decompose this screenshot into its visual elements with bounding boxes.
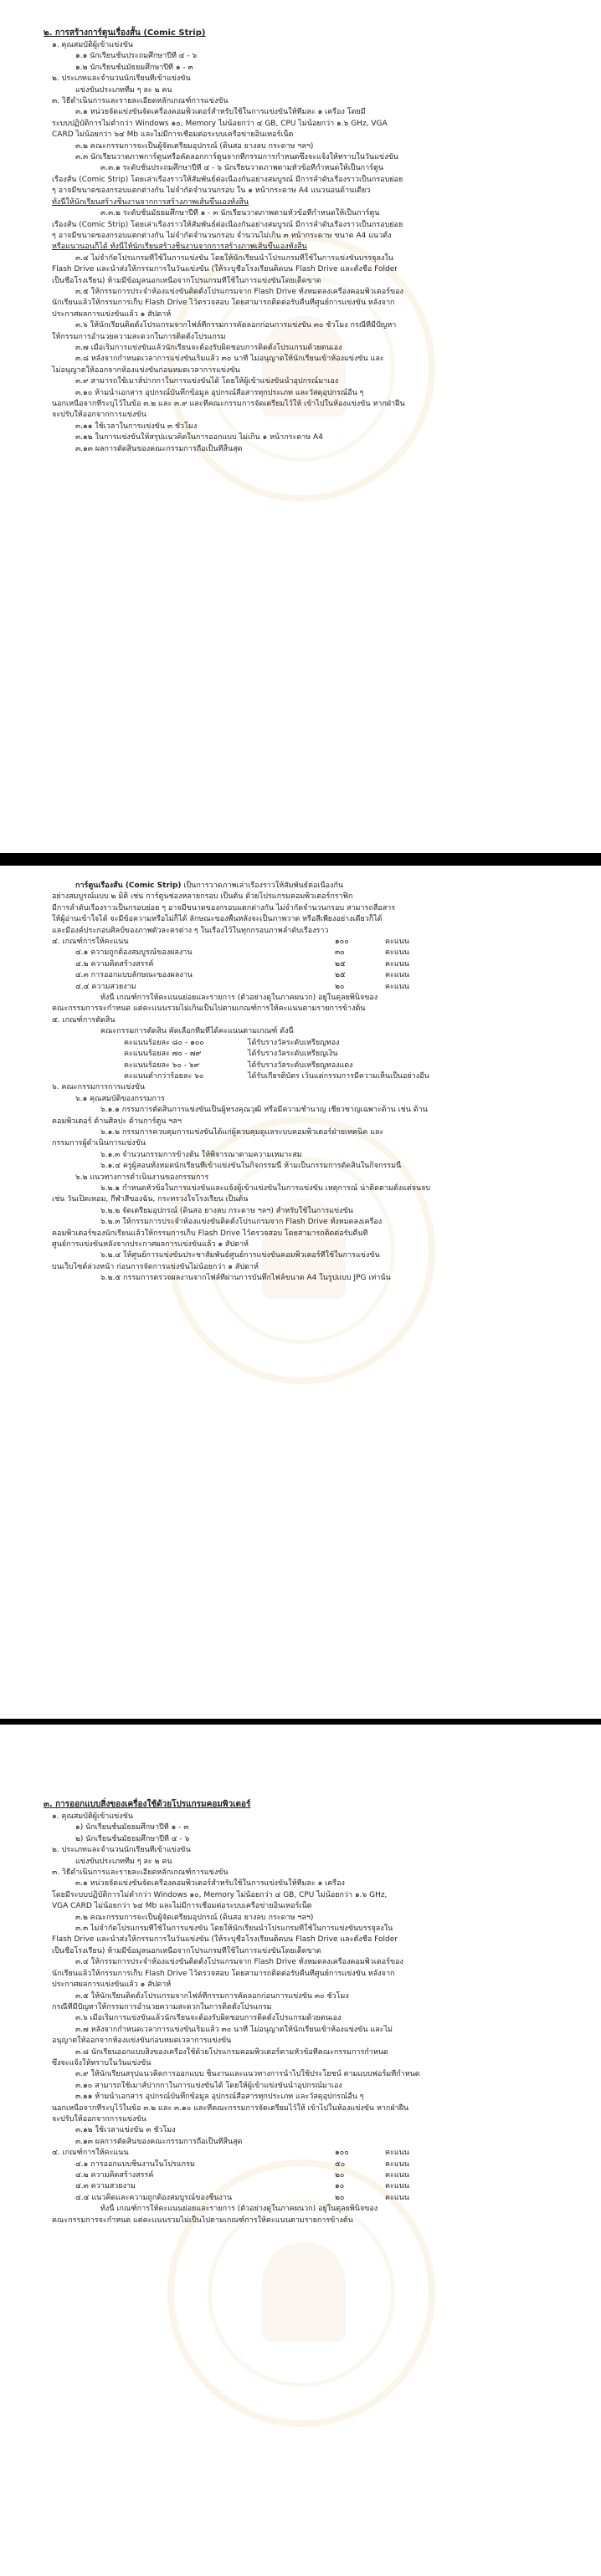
body-line: หรือแนวนอนก็ได้ ทั้งนี้ให้นักเรียนสร้างชิ้นงานจากการสร้างภาพเส้นขึ้นเองทั้งสิ้น <box>52 243 307 252</box>
body-line: ๖.๑.๓ จำนวนกรรมการข้างต้น ให้พิจารณาตามความเหมาะสม <box>100 1150 302 1159</box>
note-line: คณะกรรมการจะกำหนด แต่คะแนนรวมไม่เกินเป็นไปตามเกณฑ์การให้คะแนนตามรายการข้างต้น <box>52 1004 366 1014</box>
body-line: ๒. ประเภทและจำนวนนักเรียนที่เข้าแข่งขัน <box>52 1846 191 1855</box>
body-line: เรื่องสั้น (Comic Strip) โดยเล่าเรื่องราวให้สัมพันธ์ต่อเนื่องกันอย่างสมบูรณ์ มีการลำดับเรื่องราวเป็นกรอบย่อย <box>52 220 403 229</box>
body-line: ๓.๑๓ ผลการตัดสินของคณะกรรมการถือเป็นที่สิ้นสุด <box>75 2137 243 2146</box>
body-line: ๖.๑.๔ ครูผู้สอนทั้งหมดนักเรียนที่เข้าแข่งขันในกิจกรรมนี้ ห้ามเป็นกรรมการตัดสินในกิจกรรมนี้ <box>100 1162 402 1171</box>
body-line: เป็นชื่อโรงเรียน) ห้ามมีข้อมูลนอกเหนือจากโปรแกรมที่ใช้ในการแข่งขันโดยเด็ดขาด <box>52 1946 321 1955</box>
intro-line: และมีองค์ประกอบศิลป์ของภาพตัวละครต่าง ๆ ในเรื่องไว้ในทุกกรอบภาพลำดับเรื่องราว <box>52 926 329 935</box>
intro-line: ให้ผู้อ่านเข้าใจได้ จะมีข้อความหรือไม่ก็ได้ ลักษณะของพื้นหลังจะเป็นภาพวาด หรือสีเพียงอย่างเดียวก็ได้ <box>52 915 383 924</box>
body-line: ๓.๑๓ ผลการตัดสินของคณะกรรมการถือเป็นที่สิ้นสุด <box>75 444 243 453</box>
body-line: ๓.๖ เมื่อเริ่มการแข่งขันแล้วนักเรียนจะต้องรับผิดชอบการติดตั้งโปรแกรมด้วยตนเอง <box>75 2014 342 2023</box>
judge-intro: คณะกรรมการตัดสิน คัดเลือกทีมที่ได้คะแนนตามเกณฑ์ ดังนี้ <box>100 1027 294 1036</box>
note-line: ทั้งนี้ เกณฑ์การให้คะแนนย่อยและรายการ (ตัวอย่างดูในภาคผนวก) อยู่ในดุลยพินิจของ <box>100 994 378 1003</box>
note-line: คณะกรรมการจะกำหนด แต่คะแนนรวมไม่เป็นไปตามเกณฑ์การให้คะแนนตามรายการข้างต้น <box>52 2216 353 2225</box>
body-line: ๓.๓ ไม่จำกัดโปรแกรมที่ใช้ในการแข่งขัน โดยให้นักเรียนนำโปรแกรมที่ใช้ในการแข่งขันบรรจุลงใน <box>75 1924 393 1934</box>
section-title-product-design: ๓. การออกแบบสิ่งของเครื่องใช้ด้วยโปรแกรมคอมพิวเตอร์ <box>44 1800 251 1809</box>
criteria-heading: ๔. เกณฑ์การให้คะแนน ๑๐๐ คะแนน <box>52 2149 409 2158</box>
body-line: กรณีที่มีปัญหาให้กรรมการอำนวยความสะดวกในการติดตั้งโปรแกรม <box>52 2002 272 2011</box>
page1-body <box>0 40 601 455</box>
criteria-list <box>0 948 601 993</box>
body-line: จะปรับให้ออกจากการแข่งขัน <box>52 411 146 420</box>
document-page-1 <box>0 0 601 853</box>
body-line: ให้กรรมการอำนวยความสะดวกในการติดตั้งโปรแกรม <box>52 332 226 341</box>
criteria-item: ๔.๑ การออกแบบชิ้นงานในโปรแกรม ๕๐ คะแนน <box>75 2159 409 2169</box>
body-line: ๓.๙ ให้นักเรียนสรุปแนวคิดการออกแบบ ชิ้นงานและแนวทางการนำไปใช้ประโยชน์ ตามแบบฟอร์มที่กำหนด <box>75 2070 420 2079</box>
body-line: นักเรียนแล้วให้กรรมการเก็บ Flash Drive ไว้ตรวจสอบ โดยสามารถติดต่อรับคืนที่ศูนย์การแข่งขัน หลังจาก <box>52 299 395 308</box>
body-line: ๓.๒ คณะกรรมการจะเป็นผู้จัดเตรียมอุปกรณ์ (ดินสอ ยางลบ กระดาษ ฯลฯ) <box>75 141 314 151</box>
body-line: ไม่อนุญาตให้ออกจากห้องแข่งขันก่อนหมดเวลาการแข่งขัน <box>52 365 240 375</box>
body-line: ประกาศผลการแข่งขันแล้ว ๑ สัปดาห์ <box>52 309 172 319</box>
criteria-item: ๔.๔ แนวคิดและความถูกต้องสมบูรณ์ของชิ้นงาน ๒๐ คะแนน <box>75 2193 409 2202</box>
body-line: กรรมการผู้ดำเนินการแข่งขัน <box>52 1139 146 1148</box>
body-line: ๓.๑๑ ห้ามนำเอกสาร อุปกรณ์บันทึกข้อมูล อุปกรณ์สื่อสารทุกประเภท และวัสดุอุปกรณ์อื่น ๆ <box>75 2093 364 2102</box>
page2-body <box>0 881 601 1285</box>
body-line: ๓.๑ หน่วยจัดแข่งขันจัดเครื่องคอมพิวเตอร์สำหรับใช้ในการแข่งขันให้ทีมละ ๑ เครื่อง <box>75 1879 345 1889</box>
body-line: โดยมีระบบปฏิบัติการไม่ต่ำกว่า Windows ๑๐, Memory ไม่น้อยกว่า ๔ GB, CPU ไม่น้อยกว่า ๑.๖ GHz, <box>52 1890 388 1899</box>
body-line: ๖.๒.๓ ให้กรรมการประจำห้องแข่งขันติดตั้งโปรแกรมจาก Flash Drive ทั้งหมดลงเครื่อง <box>100 1218 383 1227</box>
body-line: ซึ่งจะแจ้งให้ทราบในวันแข่งขัน <box>52 2058 152 2067</box>
body-line: ๓.๑๑ ใช้เวลาในการแข่งขัน ๓ ชั่วโมง <box>75 422 198 431</box>
body-line: Flash Drive และนำส่งให้กรรมการในวันแข่งขัน (ให้ระบุชื่อโรงเรียนติดบน Flash Drive และตั้งชื่อ Folder <box>52 1935 398 1945</box>
body-line: นอกเหนือจากที่ระบุไว้ในข้อ ๓.๒ และ ๓.๑๐ และที่คณะกรรมการจัดเตรียมไว้ให้ เข้าไปในห้องแข่งขัน หากฝ่าฝืน <box>52 2103 409 2113</box>
criteria-note <box>0 2204 601 2226</box>
body-line: ๓.๔ ให้กรรมการประจำห้องแข่งขันติดตั้งโปรแกรมจาก Flash Drive ทั้งหมดลงเครื่องคอมพิวเตอร์ของ <box>75 1958 403 1967</box>
intro-line: อย่างสมบูรณ์แบบ ๒ มิติ เช่น การ์ตูนช่องหลายกรอบ เป็นต้น ด้วยโปรแกรมคอมพิวเตอร์กราฟิก <box>52 892 353 902</box>
body-line: ประกาศผลการแข่งขันแล้ว ๑ สัปดาห์ <box>52 1981 172 1990</box>
criteria-item: ๔.๒ ความคิดสร้างสรรค์ ๒๕ คะแนน <box>75 959 409 969</box>
body-line: คอมพิวเตอร์ ด้านศิลปะ ด้านการ์ตูน ฯลฯ <box>52 1117 182 1126</box>
body-line: ๓.๘ นักเรียนออกแบบสิ่งของเครื่องใช้ด้วยโปรแกรมคอมพิวเตอร์ตามหัวข้อที่คณะกรรมการกำหนด <box>75 2047 388 2057</box>
body-line: ๖.๒.๔ ให้ศูนย์การแข่งขันประชาสัมพันธ์ศูนย์การแข่งขันคอมพิวเตอร์ที่ใช้ในการแข่งขัน <box>100 1251 380 1260</box>
grade-row: คะแนนร้อยละ ๖๐ - ๖๙ ได้รับรางวัลระดับเหรียญทองแดง <box>124 1061 353 1070</box>
document-page-3 <box>0 1725 601 2576</box>
grade-row: คะแนนต่ำกว่าร้อยละ ๖๐ ได้รับเกียรติบัตร เว้นแต่กรรมการมีความเห็นเป็นอย่างอื่น <box>124 1071 429 1081</box>
body-line: VGA CARD ไม่น้อยกว่า ๖๔ Mb และไม่มีการเชื่อมต่อระบบเครือข่ายอินเทอร์เน็ต <box>52 1902 312 1911</box>
body-line: นอกเหนือจากที่ระบุไว้ในข้อ ๓.๒ และ ๓.๙ และที่คณะกรรมการจัดเตรียมไว้ให้ เข้าไปในห้องแข่งขัน หากฝ่าฝืน <box>52 400 405 408</box>
body-line: ๓.๕ ให้กรรมการประจำห้องแข่งขันติดตั้งโปรแกรมจาก Flash Drive ทั้งหมดลงเครื่องคอมพิวเตอร์ของ <box>75 287 403 296</box>
body-line: ๒. ประเภทและจำนวนนักเรียนที่เข้าแข่งขัน <box>52 74 191 84</box>
criteria-item: ๔.๓ การออกแบบลักษณะของผลงาน ๒๕ คะแนน <box>75 971 409 980</box>
body-line: ๓.๗ เมื่อเริ่มการแข่งขันแล้วนักเรียนจะต้องรับผิดชอบการติดตั้งโปรแกรมด้วยตนเอง <box>75 343 342 352</box>
body-line: ๑. คุณสมบัติผู้เข้าแข่งขัน <box>52 41 133 49</box>
intro-line: การ์ตูนเรื่องสั้น (Comic Strip) เป็นการวาดภาพเล่าเรื่องราวให้สัมพันธ์ต่อเนื่องกัน <box>75 882 344 890</box>
body-line: ๓.๓.๒ ระดับชั้นมัธยมศึกษาปีที่ ๑ - ๓ นักเรียนวาดภาพตามหัวข้อที่กำหนดให้เป็นการ์ตูน <box>100 209 380 218</box>
body-line: เรื่องสั้น (Comic Strip) โดยเล่าเรื่องราวให้สัมพันธ์ต่อเนื่องกันอย่างสมบูรณ์ มีการลำดับเรื่องราวเป็นกรอบย่อย <box>52 175 403 184</box>
body-line: ๓.๑๒ ในการแข่งขันให้สรุปแนวคิดในการออกแบบ ไม่เกิน ๑ หน้ากระดาษ A4 <box>75 433 323 442</box>
grade-list <box>0 1038 601 1083</box>
body-line: ๑) นักเรียนชั้นมัธยมศึกษาปีที่ ๑ - ๓ <box>75 1823 189 1832</box>
body-line: ๓.๑ หน่วยจัดแข่งขันจัดเครื่องคอมพิวเตอร์สำหรับใช้ในการแข่งขันให้ทีมละ ๑ เครื่อง โดยมี <box>75 108 366 117</box>
body-line: ๓.๔ ไม่จำกัดโปรแกรมที่ใช้ในการแข่งขัน โดยให้นักเรียนนำโปรแกรมที่ใช้ในการแข่งขันบรรจุลงใน <box>75 253 393 263</box>
body-line: ๖.๑.๑ กรรมการตัดสินการแข่งขันเป็นผู้ทรงคุณวุฒิ หรือมีความชำนาญ เชี่ยวชาญเฉพาะด้าน เช่น ด้าน <box>100 1106 428 1115</box>
body-line: ๓.๑๐ ห้ามนำเอกสาร อุปกรณ์บันทึกข้อมูล อุปกรณ์สื่อสารทุกประเภท และวัสดุอุปกรณ์อื่น ๆ <box>75 388 364 397</box>
body-line: ๑. คุณสมบัติผู้เข้าแข่งขัน <box>52 1812 133 1821</box>
criteria-item: ๔.๑ ความถูกต้องสมบูรณ์ของผลงาน ๓๐ คะแนน <box>75 948 409 958</box>
body-line: ทั้งนี้ให้นักเรียนสร้างชิ้นงานจากการสร้างภาพเส้นขึ้นเองทั้งสิ้น <box>52 197 249 207</box>
body-line: CARD ไม่น้อยกว่า ๖๔ Mb และไม่มีการเชื่อมต่อระบบเครือข่ายอินเทอร์เน็ต <box>52 130 294 140</box>
body-line: เช่น วันเปิดเทอม, กีฬาสีของฉัน, กระทรวงใจโรงเรียน เป็นต้น <box>52 1195 249 1204</box>
page2-intro <box>0 881 601 937</box>
criteria-item: ๔.๓ ความสวยงาม ๑๐ คะแนน <box>75 2182 409 2191</box>
intro-line: มีการลำดับเรื่องราวเป็นกรอบย่อย ๆ อาจมีขนาดของกรอบแตกต่างกัน ไม่จำกัดจำนวนกรอบ สามารถสื่อสาร <box>52 903 396 912</box>
body-line: จะปรับให้ออกจากการแข่งขัน <box>52 2114 146 2124</box>
section-title-comic-strip: ๒. การสร้างการ์ตูนเรื่องสั้น (Comic Strip) <box>44 28 206 38</box>
body-line: แข่งขันประเภททีม ๆ ละ ๒ คน <box>75 85 172 95</box>
body-line: ๓.๕ ให้นักเรียนติดตั้งโปรแกรมจากไฟล์ที่กรรมการคัดลอกก่อนการแข่งขัน ๓๐ ชั่วโมง <box>75 1991 349 2001</box>
grade-row: คะแนนร้อยละ ๘๐ - ๑๐๐ ได้รับรางวัลระดับเหรียญทอง <box>124 1038 340 1047</box>
body-line: ๖.๑.๒ กรรมการควบคุมการแข่งขันได้แก่ผู้ควบคุมดูแลระบบคอมพิวเตอร์ฝ่ายเทคนิค และ <box>100 1127 384 1137</box>
body-line: ๑.๒ นักเรียนชั้นมัธยมศึกษาปีที่ ๑ - ๓ <box>75 63 193 72</box>
body-line: แข่งขันประเภททีม ๆ ละ ๒ คน <box>75 1857 172 1866</box>
body-line: บนเว็บไซต์ล่วงหน้า ก่อนการจัดการแข่งขันไม่น้อยกว่า ๑ สัปดาห์ <box>52 1262 259 1271</box>
committee-section <box>0 1082 601 1284</box>
body-line: ๓. วิธีดำเนินการและรายละเอียดหลักเกณฑ์การแข่งขัน <box>52 97 229 106</box>
body-line: นักเรียนแล้วให้กรรมการเก็บ Flash Drive ไว้ตรวจสอบ โดยสามารถติดต่อรับคืนที่ศูนย์การแข่งขัน หลังจาก <box>52 1969 395 1978</box>
body-line: ๆ อาจมีขนาดของกรอบแตกต่างกัน ไม่จำกัดจำนวนกรอบ จำนวนไม่เกิน ๓ หน้ากระดาษ ขนาด A4 แนวตั้ง <box>52 231 392 240</box>
body-line: ๖.๒ แนวทางการดำเนินงานของกรรมการ <box>75 1173 209 1182</box>
body-line: ศูนย์การแข่งขันหลังจากประกาศผลการแข่งขันแล้ว ๑ สัปดาห์ <box>52 1240 249 1249</box>
body-line: ๑.๑ นักเรียนชั้นประถมศึกษาปีที่ ๔ - ๖ <box>75 52 198 61</box>
body-line: ๓.๘ หลังจากกำหนดเวลาการแข่งขันเริ่มแล้ว ๓๐ นาที ไม่อนุญาตให้นักเรียนเข้าห้องแข่งขัน และ <box>75 355 384 364</box>
criteria-item: ๔.๒ ความคิดสร้างสรรค์ ๒๐ คะแนน <box>75 2171 409 2180</box>
body-line: ๓.๙ สามารถใช้เมาส์ปากกาในการแข่งขันได้ โดยให้ผู้เข้าแข่งขันนำอุปกรณ์มาเอง <box>75 377 339 386</box>
body-line: ๖.๒.๒ จัดเตรียมอุปกรณ์ (ดินสอ ยางลบ กระดาษ ฯลฯ) สำหรับใช้ในการแข่งขัน <box>100 1206 353 1215</box>
page3-body <box>0 1812 601 2226</box>
body-line: ๖.๑ คุณสมบัติของกรรมการ <box>75 1094 165 1103</box>
body-line: ๓.๗ หลังจากกำหนดเวลาการแข่งขันเริ่มแล้ว ๓๐ นาที ไม่อนุญาตให้นักเรียนเข้าห้องแข่งขัน และไม่ <box>75 2025 393 2034</box>
body-line: คอมพิวเตอร์ของนักเรียนแล้วให้กรรมการเก็บ Flash Drive ไว้ตรวจสอบ โดยสามารถติดต่อรับคืนที่ <box>52 1229 368 1238</box>
body-line: ๓.๒ คณะกรรมการจะเป็นผู้จัดเตรียมอุปกรณ์ (ดินสอ ยางลบ กระดาษ ฯลฯ) <box>75 1913 314 1922</box>
body-line: ๖. คณะกรรมการการแข่งขัน <box>52 1083 146 1092</box>
body-line: ๒) นักเรียนชั้นมัธยมศึกษาปีที่ ๔ - ๖ <box>75 1834 190 1843</box>
grade-row: คะแนนร้อยละ ๗๐ - ๗๙ ได้รับรางวัลระดับเหรียญเงิน <box>124 1050 338 1059</box>
criteria-note <box>0 993 601 1015</box>
criteria-item: ๔.๔ ความสวยงาม ๒๐ คะแนน <box>75 982 409 991</box>
body-line: อนุญาตให้ออกจากห้องแข่งขันก่อนหมดเวลาการแข่งขัน <box>52 2037 232 2046</box>
body-line: ๓.๓ นักเรียนวาดภาพการ์ตูนหรือคัดลอกการ์ตูนจากที่กรรมการกำหนดซึ่งจะแจ้งให้ทราบในวันแข่งขัน <box>75 153 398 162</box>
body-line: ๓.๑๐ สามารถใช้เมาส์ปากกาในการแข่งขันได้ โดยให้ผู้เข้าแข่งขันนำอุปกรณ์มาเอง <box>75 2081 342 2090</box>
body-line: เป็นชื่อโรงเรียน) ห้ามมีข้อมูลนอกเหนือจากโปรแกรมที่ใช้ในการแข่งขันโดยเด็ดขาด <box>52 276 321 285</box>
body-line: ๖.๒.๑ กำหนดหัวข้อในการแข่งขันและแจ้งผู้เข้าแข่งขันในการแข่งขัน เหตุการณ์ น่าติดตามตั้งแต่จนจบ <box>100 1183 431 1193</box>
body-line: ๓.๖ ให้นักเรียนติดตั้งโปรแกรมจากไฟล์ที่กรรมการคัดลอกก่อนการแข่งขัน ๓๐ ชั่วโมง กรณีที่มีปัญหา <box>75 321 397 330</box>
note-line: ทั้งนี้ เกณฑ์การให้คะแนนย่อยและรายการ (ตัวอย่างดูในภาคผนวก) อยู่ในดุลยพินิจของ <box>100 2205 378 2214</box>
criteria-heading: ๔. เกณฑ์การให้คะแนน ๑๐๐ คะแนน <box>52 938 409 947</box>
body-line: Flash Drive และนำส่งให้กรรมการในวันแข่งขัน (ให้ระบุชื่อโรงเรียนติดบน Flash Drive และตั้งชื่อ Folder <box>52 265 398 274</box>
body-line: ๓. วิธีดำเนินการและรายละเอียดหลักเกณฑ์การแข่งขัน <box>52 1868 229 1878</box>
body-line: ๆ อาจมีขนาดของกรอบแตกต่างกัน ไม่จำกัดจำนวนกรอบ ใน ๑ หน้ากระดาษ A4 แนวนอนด้านเดียว <box>52 187 371 196</box>
body-line: ๖.๒.๕ กรรมการตรวจผลงานจากไฟล์ที่ผ่านการบันทึกไฟล์ขนาด A4 ในรูปแบบ JPG เท่านั้น <box>100 1274 391 1283</box>
document-page-2 <box>0 866 601 1719</box>
body-line: ๓.๓.๑ ระดับชั้นประถมศึกษาปีที่ ๔ - ๖ นักเรียนวาดภาพตามหัวข้อที่กำหนดให้เป็นการ์ตูน <box>100 164 384 173</box>
body-line: ระบบปฏิบัติการไม่ต่ำกว่า Windows ๑๐, Memory ไม่น้อยกว่า ๔ GB, CPU ไม่น้อยกว่า ๑.๖ GHz, VGA <box>52 119 388 128</box>
criteria-list <box>0 2159 601 2205</box>
body-line: ๓.๑๒ ใช้เวลาแข่งขัน ๓ ชั่วโมง <box>75 2126 176 2135</box>
judge-heading: ๕. เกณฑ์การตัดสิน <box>52 1015 116 1025</box>
